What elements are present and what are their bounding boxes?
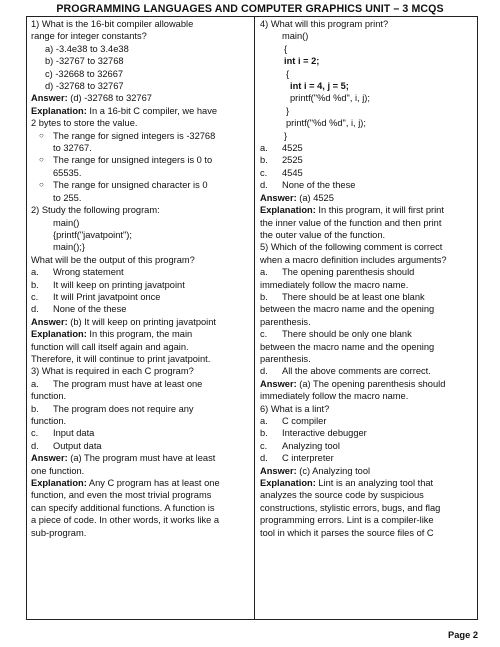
explanation-label: Explanation:	[31, 105, 87, 116]
q2-explanation-line-1	[31, 328, 251, 340]
option-letter: a.	[260, 267, 268, 278]
page-title: PROGRAMMING LANGUAGES AND COMPUTER GRAPHICS UNIT – 3 MCQS	[56, 3, 444, 15]
q4-option-a	[260, 142, 474, 154]
option-text: None of the these	[282, 180, 356, 191]
q5-answer-line-2: immediately follow the macro name.	[260, 391, 409, 402]
explanation-text: In this program, it will first print	[315, 205, 444, 216]
q4-code-line-4: {	[286, 68, 290, 79]
option-text: Analyzing tool	[282, 440, 340, 451]
q4-code-line-8: printf("%d %d", i, j);	[286, 118, 366, 129]
bullet-text: The range for unsigned character is 0	[53, 180, 208, 191]
option-text: Input data	[53, 428, 95, 439]
q4-answer	[260, 192, 474, 204]
q6-option-d	[260, 452, 474, 464]
bullet-text: to 255.	[53, 192, 82, 203]
answer-text: (a) 4525	[296, 192, 334, 203]
q6-option-c	[260, 440, 474, 452]
q4-explanation-line-1	[260, 204, 474, 216]
explanation-label: Explanation:	[260, 205, 316, 216]
option-text: Output data	[53, 440, 102, 451]
q5-option-b-cont-2: parenthesis.	[260, 316, 311, 327]
q5-option-d	[260, 365, 474, 377]
q6-explanation-line-1	[260, 477, 474, 489]
q4-code-line-1: main()	[282, 31, 309, 42]
question-5-line-2: when a macro definition includes arguments?	[260, 254, 447, 265]
q4-code-line-5: int i = 4, j = 5;	[290, 81, 349, 92]
option-letter: d.	[260, 453, 268, 464]
option-letter: a.	[260, 143, 268, 154]
option-letter: c.	[260, 167, 268, 178]
option-text: The opening parenthesis should	[282, 267, 415, 278]
option-letter: a.	[31, 267, 39, 278]
question-5-line-1: 5) Which of the following comment is correct	[260, 242, 443, 253]
option-letter: d.	[31, 440, 39, 451]
answer-label: Answer:	[260, 465, 297, 476]
explanation-label: Explanation:	[31, 329, 87, 340]
q5-option-c-cont-2: parenthesis.	[260, 353, 311, 364]
q5-option-b-cont-1: between the macro name and the opening	[260, 304, 435, 315]
answer-label: Answer:	[31, 93, 68, 104]
content-frame	[26, 16, 478, 620]
bullet-text: The range for unsigned integers is 0 to	[53, 155, 213, 166]
q5-option-b	[260, 291, 474, 303]
option-letter: c.	[31, 291, 39, 302]
option-letter: d.	[31, 304, 39, 315]
q1-bullet-3	[31, 179, 251, 204]
q6-explanation-line-5: tool in which it parses the source files of C	[260, 527, 434, 538]
option-text: It will Print javatpoint once	[53, 291, 161, 302]
q3-explanation-line-1	[31, 477, 251, 489]
q1-option-a: a) -3.4e38 to 3.4e38	[45, 43, 129, 54]
q1-option-b: b) -32767 to 32768	[45, 56, 124, 67]
bullet-icon: ○	[39, 155, 44, 165]
q4-code-line-3: int i = 2;	[284, 56, 320, 67]
q3-answer-line-1	[31, 452, 251, 464]
option-text: There should be only one blank	[282, 329, 412, 340]
q6-explanation-line-2: analyzes the source code by suspicious	[260, 490, 424, 501]
left-column	[31, 18, 251, 539]
q3-explanation-line-3: can specify additional functions. A function is	[31, 502, 215, 513]
option-text: 2525	[282, 155, 303, 166]
page-number: Page 2	[448, 630, 478, 640]
option-text: 4525	[282, 143, 303, 154]
explanation-text: In this program, the main	[86, 329, 193, 340]
option-letter: d.	[260, 180, 268, 191]
q2-answer	[31, 316, 251, 328]
q6-explanation-line-3: constructions, stylistic errors, bugs, and flag	[260, 502, 441, 513]
q2-code-line-2: {printf("javatpoint");	[53, 229, 132, 240]
bullet-text: 65535.	[53, 167, 82, 178]
option-text: Wrong statement	[53, 267, 124, 278]
answer-text: (d) -32768 to 32767	[67, 93, 152, 104]
q2-code-line-3: main();}	[53, 242, 86, 253]
q3-option-b	[31, 403, 251, 415]
q1-bullet-1	[31, 130, 251, 155]
q2-code-line-1: main()	[53, 217, 80, 228]
q1-explanation-line-1	[31, 105, 251, 117]
q4-option-b	[260, 154, 474, 166]
q3-option-c	[31, 427, 251, 439]
q1-answer	[31, 92, 251, 104]
q4-code-line-7: }	[286, 105, 290, 116]
explanation-text: Any C program has at least one	[86, 478, 220, 489]
option-text: The program does not require any	[53, 403, 194, 414]
q5-option-a-cont: immediately follow the macro name.	[260, 279, 409, 290]
column-divider	[254, 17, 255, 619]
q5-answer-line-1	[260, 378, 474, 390]
option-letter: c.	[31, 428, 39, 439]
q4-explanation-line-2: the inner value of the function and then print	[260, 217, 442, 228]
option-letter: c.	[260, 440, 268, 451]
q3-explanation-line-2: function, and even the most trivial programs	[31, 490, 212, 501]
option-letter: b.	[31, 279, 39, 290]
answer-text: (c) Analyzing tool	[296, 465, 371, 476]
q5-option-c	[260, 328, 474, 340]
q5-option-a	[260, 266, 474, 278]
question-2-prompt: What will be the output of this program?	[31, 254, 195, 265]
q4-code-line-9: }	[284, 130, 288, 141]
explanation-label: Explanation:	[31, 478, 87, 489]
q4-option-d	[260, 179, 474, 191]
option-letter: a.	[260, 416, 268, 426]
option-text: 4545	[282, 167, 303, 178]
q3-explanation-line-5: sub-program.	[31, 527, 87, 538]
option-text: Interactive debugger	[282, 428, 367, 439]
q1-explanation-line-2: 2 bytes to store the value.	[31, 118, 138, 129]
bullet-icon: ○	[39, 180, 44, 190]
option-letter: b.	[260, 155, 268, 166]
option-text: All the above comments are correct.	[282, 366, 431, 377]
q4-code-line-6: printf("%d %d", i, j);	[290, 93, 370, 104]
question-3: 3) What is required in each C program?	[31, 366, 194, 377]
bullet-text: to 32767.	[53, 143, 92, 154]
q3-explanation-line-4: a piece of code. In other words, it works like a	[31, 515, 220, 526]
q5-option-c-cont-1: between the macro name and the opening	[260, 341, 435, 352]
q2-option-a	[31, 266, 251, 278]
question-6: 6) What is a lint?	[260, 403, 330, 414]
answer-label: Answer:	[260, 192, 297, 203]
option-letter: b.	[31, 403, 39, 414]
bullet-text: The range for signed integers is -32768	[53, 130, 216, 141]
q2-explanation-line-3: Therefore, it will continue to print javatpoint.	[31, 353, 211, 364]
q4-explanation-line-3: the outer value of the function.	[260, 229, 386, 240]
question-4: 4) What will this program print?	[260, 19, 389, 29]
q3-option-b-cont: function.	[31, 416, 67, 426]
option-text: C interpreter	[282, 453, 334, 464]
q2-explanation-line-2: function will call itself again and again.	[31, 341, 189, 352]
q2-option-d	[31, 303, 251, 315]
option-letter: b.	[260, 291, 268, 302]
question-2: 2) Study the following program:	[31, 205, 160, 216]
answer-label: Answer:	[31, 316, 68, 327]
option-text: None of the these	[53, 304, 127, 315]
option-letter: a.	[31, 378, 39, 389]
answer-label: Answer:	[31, 453, 68, 464]
q4-code-line-2: {	[284, 43, 288, 54]
q1-bullet-2	[31, 154, 251, 179]
option-text: The program must have at least one	[53, 378, 203, 389]
right-column	[260, 18, 474, 539]
question-1-line-1: 1) What is the 16-bit compiler allowable	[31, 19, 194, 29]
explanation-text: In a 16-bit C compiler, we have	[86, 105, 218, 116]
option-letter: c.	[260, 329, 268, 340]
q6-option-b	[260, 427, 474, 439]
q3-option-a	[31, 378, 251, 390]
option-text: There should be at least one blank	[282, 291, 425, 302]
q1-option-d: d) -32768 to 32767	[45, 81, 124, 92]
q2-option-c	[31, 291, 251, 303]
explanation-label: Explanation:	[260, 478, 316, 489]
answer-label: Answer:	[260, 378, 297, 389]
q1-option-c: c) -32668 to 32667	[45, 68, 124, 79]
answer-text: (a) The program must have at least	[67, 453, 216, 464]
option-letter: b.	[260, 428, 268, 439]
option-text: It will keep on printing javatpoint	[53, 279, 185, 290]
q6-explanation-line-4: programming errors. Lint is a compiler-like	[260, 515, 434, 526]
option-letter: d.	[260, 366, 268, 377]
bullet-icon: ○	[39, 130, 44, 140]
explanation-text: Lint is an analyzing tool that	[315, 478, 434, 489]
q6-option-a	[260, 415, 474, 427]
q4-option-c	[260, 167, 474, 179]
q3-option-a-cont: function.	[31, 391, 67, 402]
q3-option-d	[31, 440, 251, 452]
q3-answer-line-2: one function.	[31, 465, 85, 476]
answer-text: (a) The opening parenthesis should	[296, 378, 446, 389]
question-1-line-2: range for integer constants?	[31, 31, 147, 42]
q2-option-b	[31, 279, 251, 291]
answer-text: (b) It will keep on printing javatpoint	[67, 316, 216, 327]
q6-answer	[260, 465, 474, 477]
option-text: C compiler	[282, 416, 327, 426]
